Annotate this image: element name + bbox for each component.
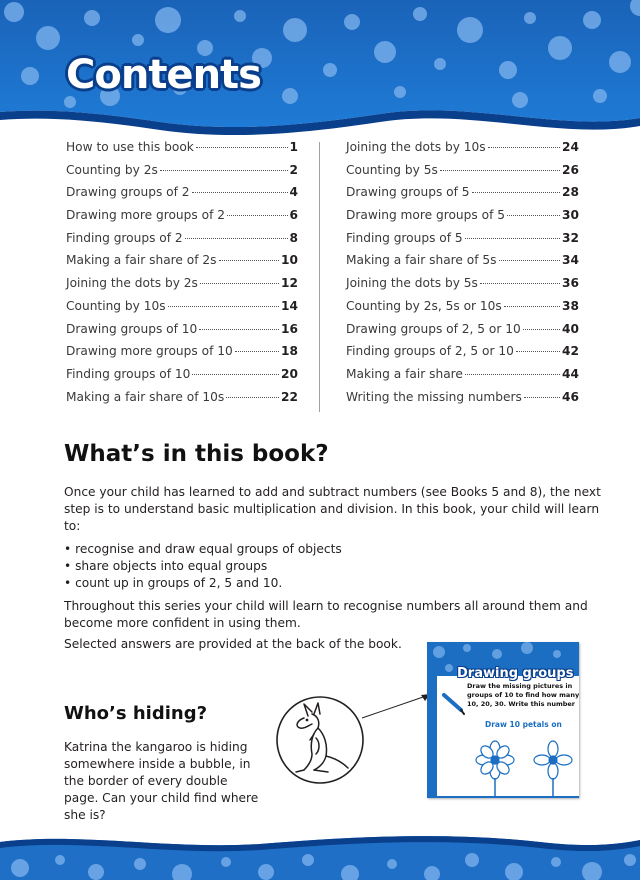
toc-entry[interactable] [346,253,579,276]
toc-entry-title: Counting by 10s [66,298,166,313]
footer-banner [0,820,640,880]
toc-leader [465,238,560,239]
toc-entry[interactable] [346,390,579,413]
toc-entry-page: 28 [562,185,579,200]
series-paragraph: Throughout this series your child will learn to recognise numbers all around them and become more confident in using them. [64,599,588,630]
toc-entry-title: Counting by 5s [346,162,438,177]
skills-list-item: • recognise and draw equal groups of objects [64,541,342,558]
kangaroo-bubble-illustration [274,694,366,790]
toc-entry-page: 44 [562,366,579,381]
toc-leader [488,147,560,148]
toc-left-column [66,140,298,412]
toc-entry-page: 6 [289,208,298,223]
toc-leader [227,215,288,216]
toc-entry[interactable] [66,140,298,163]
toc-entry-page: 10 [281,253,298,268]
toc-entry-title: Making a fair share of 5s [346,253,497,268]
toc-leader [523,329,560,330]
toc-entry[interactable] [346,185,579,208]
toc-entry[interactable] [66,231,298,254]
preview-title: Drawing groups [457,666,574,681]
toc-leader [160,170,288,171]
toc-leader [524,397,560,398]
toc-leader [219,260,280,261]
skills-list-item: • share objects into equal groups [64,558,342,575]
toc-entry-page: 42 [562,344,579,359]
whos-hiding-heading: Who’s hiding? [64,703,208,724]
toc-entry[interactable] [66,322,298,345]
toc-entry[interactable] [66,185,298,208]
toc-entry-title: Drawing more groups of 5 [346,208,505,223]
toc-leader [192,374,279,375]
toc-entry-title: Finding groups of 5 [346,230,463,245]
toc-entry-title: Drawing more groups of 2 [66,208,225,223]
toc-entry-page: 32 [562,230,579,245]
bubble-footer [0,820,640,880]
page-title: Contents [66,52,261,98]
toc-entry-title: Finding groups of 10 [66,366,191,381]
preview-instruction: Draw the missing pictures in groups of 10 to find how many 10, 20, 30. Write this number [467,682,579,708]
toc-divider [319,142,320,412]
toc-entry-page: 30 [562,208,579,223]
toc-entry-title: How to use this book [66,140,194,154]
toc-entry[interactable] [346,163,579,186]
whos-hiding-text: Katrina the kangaroo is hiding somewhere inside a bubble, in the border of every double page. Can your child find where she is? [64,740,259,822]
toc-entry[interactable] [346,276,579,299]
flower-icons [467,738,579,798]
toc-entry-title: Counting by 2s, 5s or 10s [346,298,502,313]
toc-entry-title: Drawing groups of 5 [346,185,470,200]
toc-entry[interactable] [66,253,298,276]
toc-entry-page: 4 [289,185,298,200]
preview-subheading: Draw 10 petals on [485,720,562,729]
toc-leader [192,192,288,193]
toc-entry-page: 38 [562,298,579,313]
intro-paragraph: Once your child has learned to add and subtract numbers (see Books 5 and 8), the next step is to understand basic multiplication and division. In this book, your child will learn to: [64,485,601,533]
toc-entry-page: 2 [289,162,298,177]
toc-entry-title: Making a fair share [346,366,463,381]
header-banner [0,0,640,140]
toc-entry[interactable] [346,231,579,254]
toc-leader [168,306,279,307]
toc-entry[interactable] [66,163,298,186]
answers-note: Selected answers are provided at the back of the book. [64,637,402,651]
toc-entry-page: 40 [562,321,579,336]
toc-entry[interactable] [66,390,298,413]
toc-entry-title: Joining the dots by 10s [346,140,486,154]
toc-entry-title: Joining the dots by 2s [66,276,198,291]
toc-leader [196,147,288,148]
skills-list [64,541,342,592]
toc-entry-page: 36 [562,276,579,291]
toc-entry-title: Drawing groups of 2, 5 or 10 [346,321,521,336]
toc-entry-page: 14 [281,298,298,313]
toc-entry-page: 12 [281,276,298,291]
pencil-icon [441,692,465,716]
toc-entry-title: Finding groups of 2 [66,230,183,245]
toc-entry[interactable] [66,344,298,367]
toc-entry-page: 16 [281,321,298,336]
toc-entry-title: Writing the missing numbers [346,389,522,404]
toc-entry[interactable] [346,299,579,322]
toc-entry-page: 22 [281,389,298,404]
skills-list-item: • count up in groups of 2, 5 and 10. [64,575,342,592]
toc-entry-title: Finding groups of 2, 5 or 10 [346,344,514,359]
toc-leader [504,306,560,307]
toc-entry-page: 46 [562,389,579,404]
toc-leader [472,192,560,193]
toc-leader [480,283,560,284]
toc-leader [185,238,288,239]
sample-page-preview [427,642,579,798]
toc-entry[interactable] [346,322,579,345]
toc-entry-page: 20 [281,366,298,381]
toc-entry[interactable] [346,208,579,231]
toc-entry-page: 34 [562,253,579,268]
toc-entry-title: Making a fair share of 10s [66,389,225,404]
whats-in-heading: What’s in this book? [64,441,329,467]
toc-entry[interactable] [346,140,579,163]
toc-right-column [346,140,579,412]
toc-leader [200,283,279,284]
toc-entry[interactable] [66,367,298,390]
toc-entry[interactable] [346,367,579,390]
toc-entry-title: Drawing more groups of 10 [66,344,233,359]
toc-entry-title: Drawing groups of 10 [66,321,198,336]
toc-entry[interactable] [66,276,298,299]
toc-entry[interactable] [66,299,298,322]
toc-entry[interactable] [66,208,298,231]
toc-entry-page: 24 [562,140,579,154]
toc-entry-page: 18 [281,344,298,359]
toc-entry-page: 26 [562,162,579,177]
toc-entry-title: Drawing groups of 2 [66,185,190,200]
toc-leader [226,397,279,398]
pointer-arrow [360,690,434,724]
toc-entry-title: Counting by 2s [66,162,158,177]
toc-leader [235,351,279,352]
toc-entry-page: 1 [289,140,298,154]
toc-entry-title: Making a fair share of 2s [66,253,217,268]
toc-leader [507,215,560,216]
toc-leader [440,170,560,171]
toc-leader [516,351,560,352]
toc-leader [199,329,279,330]
toc-entry-page: 8 [289,230,298,245]
toc-entry[interactable] [346,344,579,367]
toc-leader [499,260,561,261]
toc-leader [465,374,560,375]
toc-entry-title: Joining the dots by 5s [346,276,478,291]
